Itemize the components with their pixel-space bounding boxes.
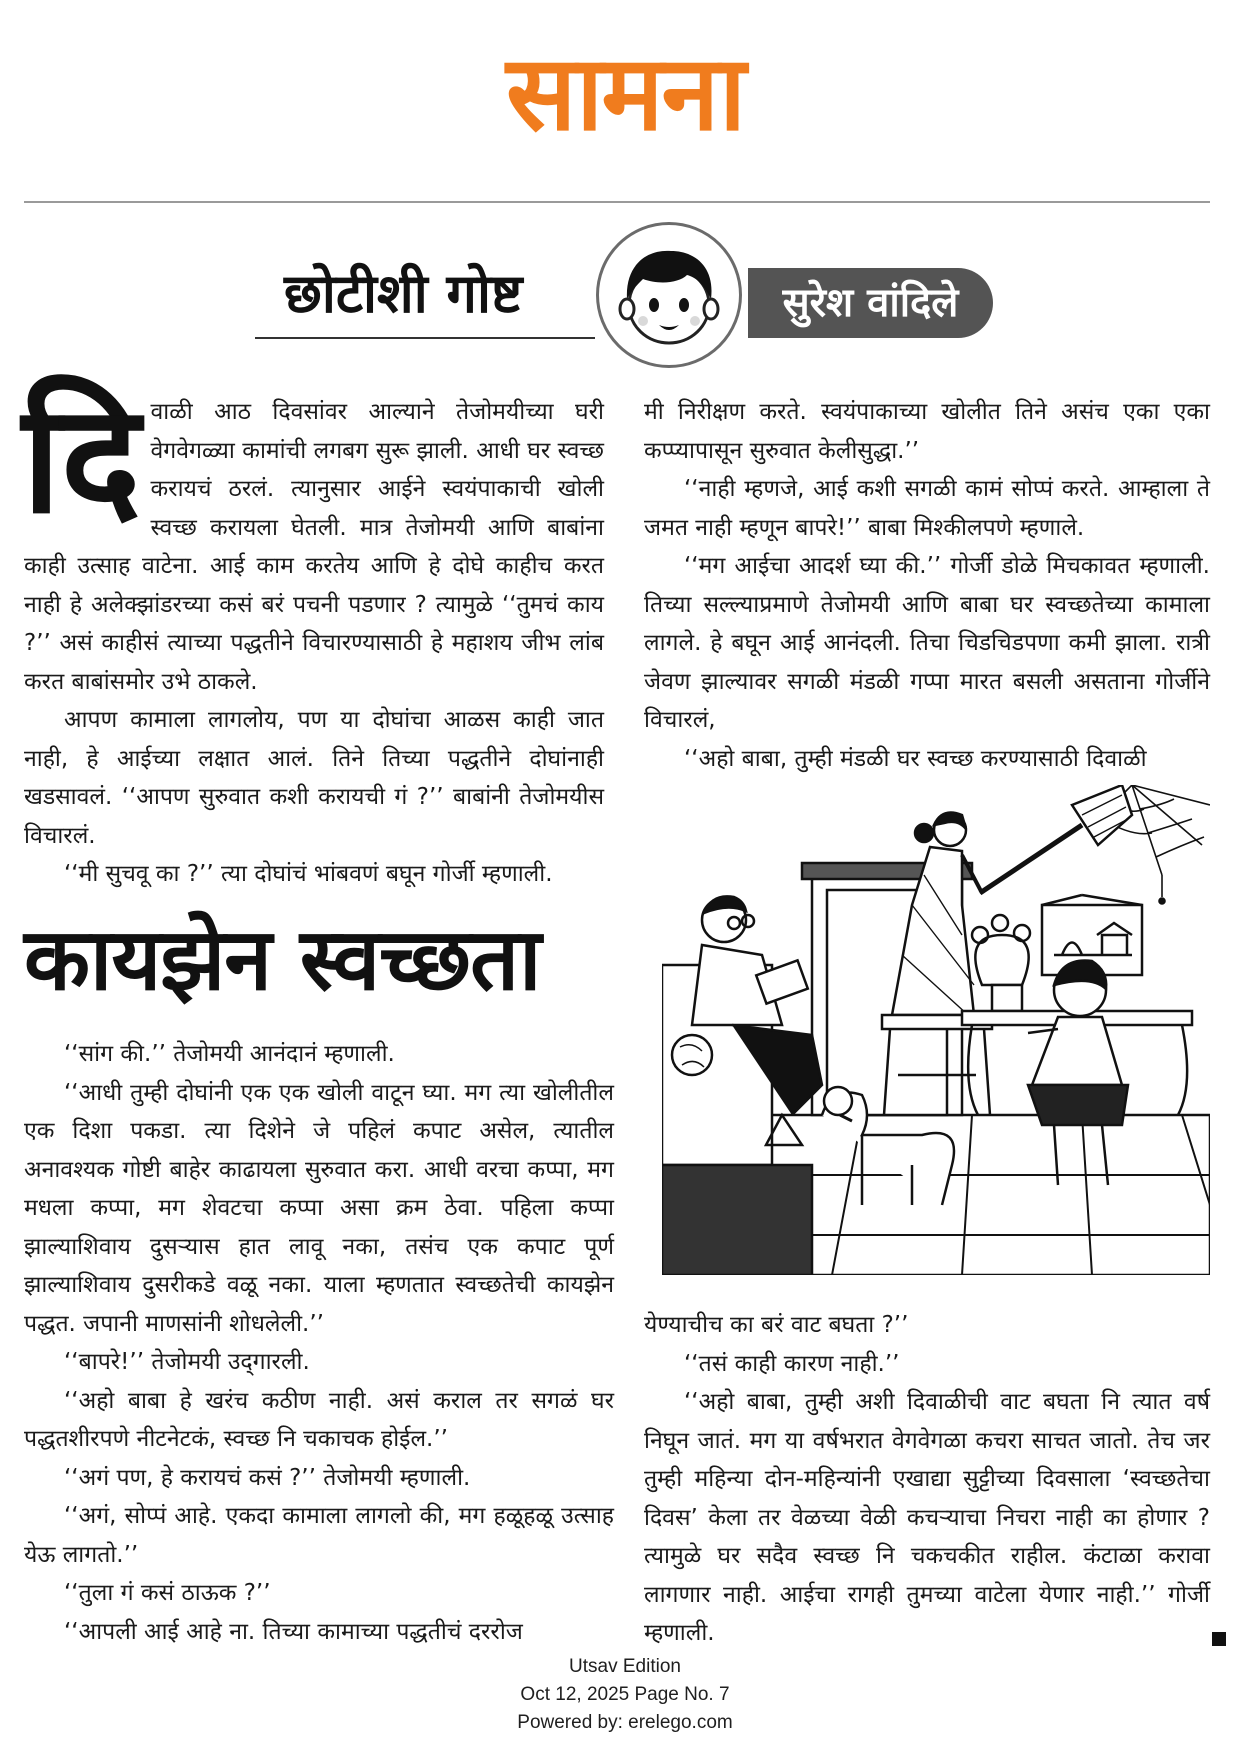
column-title: छोटीशी गोष्ट	[284, 262, 523, 325]
paragraph: ‘‘अहो बाबा हे खरंच कठीण नाही. असं कराल तर सगळं घर पद्धतशीरपणे नीटनेटकं, स्वच्छ नि चकाचक होईल.’’	[24, 1387, 614, 1452]
paragraph: ‘‘तुला गं कसं ठाऊक ?’’	[64, 1580, 271, 1606]
author-badge: सुरेश वांदिले	[748, 268, 993, 338]
footer-edition: Utsav Edition	[569, 1656, 681, 1677]
paragraph: ‘‘नाही म्हणजे, आई कशी सगळी कामं सोप्पं करते. आम्हाला ते जमत नाही म्हणून बापरे!’’ बाबा मिश्कीलपणे म्हणाले.	[644, 476, 1210, 541]
masthead-logo: सामना	[505, 32, 745, 154]
paragraph: ‘‘मी सुचवू का ?’’ त्या दोघांचं भांबवणं बघून गोर्जी म्हणाली.	[64, 861, 553, 887]
story-end-mark	[1212, 1632, 1226, 1646]
paragraph: ‘‘आपली आई आहे ना. तिच्या कामाच्या पद्धतीचं दररोज	[64, 1618, 523, 1645]
paragraph: वाळी आठ दिवसांवर आल्याने तेजोमयीच्या घरी वेगवेगळ्या कामांची लगबग सुरू झाली. आधी घर स्वच्छ करायचं ठरलं. त्यानुसार आईने स्वयंपाकाची खोली स्वच्छ करायला घेतली. मात्र तेजोमयी आणि बाबांना काही उत्साह वाटेना. आई काम करतेय आणि हे दोघे काहीच करत नाही हे अलेक्झांडरच्या कसं बरं पचनी पडणार ? त्यामुळे ‘‘तुमचं काय ?’’ असं काहीसं त्याच्या पद्धतीने विचारण्यासाठी हे महाशय जीभ लांब करत बाबांसमोर उभे ठाकले.	[24, 399, 604, 695]
paragraph: मी निरीक्षण करते. स्वयंपाकाच्या खोलीत तिने असंच एका एका कप्प्यापासून सुरुवात केलीसुद्धा.’’	[644, 399, 1210, 464]
paragraph: ‘‘आधी तुम्ही दोघांनी एक एक खोली वाटून घ्या. मग त्या खोलीतील एक दिशा पकडा. त्या दिशेने जे पहिलं कपाट असेल, त्यातील अनावश्यक गोष्टी बाहेर काढायला सुरुवात करा. आधी वरचा कप्पा, मग मधला कप्पा, मग शेवटचा कप्पा असा क्रम ठेवा. पहिला कप्पा झाल्याशिवाय दुसऱ्यास हात लावू नका, तसंच एक कपाट पूर्ण झाल्याशिवाय दुसरीकडे वळू नका. याला म्हणतात स्वच्छतेची कायझेन पद्धत. जपानी माणसांनी शोधलेली.’’	[24, 1079, 614, 1337]
story-headline: कायझेन स्वच्छता	[24, 910, 541, 1010]
cartoon-boy-face-icon	[596, 222, 742, 368]
paragraph: ‘‘अहो बाबा, तुम्ही अशी दिवाळीची वाट बघता नि त्यात वर्ष निघून जातं. मग या वर्षभरात वेगवेगळा कचरा साचत जातो. तेच जर तुम्ही महिन्या दोन-महिन्यांनी एखाद्या सुट्टीच्या दिवसाला ‘स्वच्छतेचा दिवस’ केला तर वेळच्या वेळी कचऱ्याचा निचरा नाही का होणार ? त्यामुळे घर सदैव स्वच्छ नि चकचकीत राहील. कंटाळा करावा लागणार नाही. आईचा रागही तुमच्या वाटेला येणार नाही.’’ गोर्जी म्हणाली.	[644, 1389, 1210, 1646]
paragraph: ‘‘सांग की.’’ तेजोमयी आनंदानं म्हणाली.	[64, 1041, 395, 1067]
family-cleaning-cartoon-illustration	[662, 785, 1210, 1275]
dropcap: दि	[22, 373, 141, 547]
paragraph: ‘‘अगं पण, हे करायचं कसं ?’’ तेजोमयी म्हणाली.	[64, 1464, 471, 1491]
paragraph: ‘‘अहो बाबा, तुम्ही मंडळी घर स्वच्छ करण्यासाठी दिवाळी	[684, 745, 1147, 772]
paragraph: ‘‘अगं, सोप्पं आहे. एकदा कामाला लागलो की, मग हळूहळू उत्साह येऊ लागतो.’’	[24, 1503, 614, 1568]
story-column-right-top	[644, 393, 1210, 778]
paragraph: ‘‘तसं काही कारण नाही.’’	[684, 1350, 900, 1377]
story-column-left-top	[22, 373, 604, 894]
footer-powered-by[interactable]: Powered by: erelego.com	[517, 1712, 733, 1733]
masthead-divider	[24, 201, 1210, 203]
story-column-right-bottom	[644, 1306, 1210, 1653]
column-title-underline	[255, 337, 595, 339]
paragraph: येण्याचीच का बरं वाट बघता ?’’	[644, 1312, 909, 1338]
story-column-left-bottom	[24, 1035, 614, 1651]
footer-date-page: Oct 12, 2025 Page No. 7	[520, 1684, 730, 1705]
paragraph: आपण कामाला लागलोय, पण या दोघांचा आळस काही जात नाही, हे आईच्या लक्षात आलं. तिने तिच्या पद्धतीने दोघांनाही खडसावलं. ‘‘आपण सुरुवात कशी करायची गं ?’’ बाबांनी तेजोमयीस विचारलं.	[24, 707, 604, 849]
paragraph: ‘‘मग आईचा आदर्श घ्या की.’’ गोर्जी डोळे मिचकावत म्हणाली. तिच्या सल्ल्याप्रमाणे तेजोमयी आणि बाबा घर स्वच्छतेच्या कामाला लागले. हे बघून आई आनंदली. तिचा चिडचिडपणा कमी झाला. रात्री जेवण झाल्यावर सगळी मंडळी गप्पा मारत बसली असताना गोर्जीने विचारलं,	[644, 553, 1210, 733]
paragraph: ‘‘बापरे!’’ तेजोमयी उद्‌गारली.	[64, 1349, 310, 1375]
